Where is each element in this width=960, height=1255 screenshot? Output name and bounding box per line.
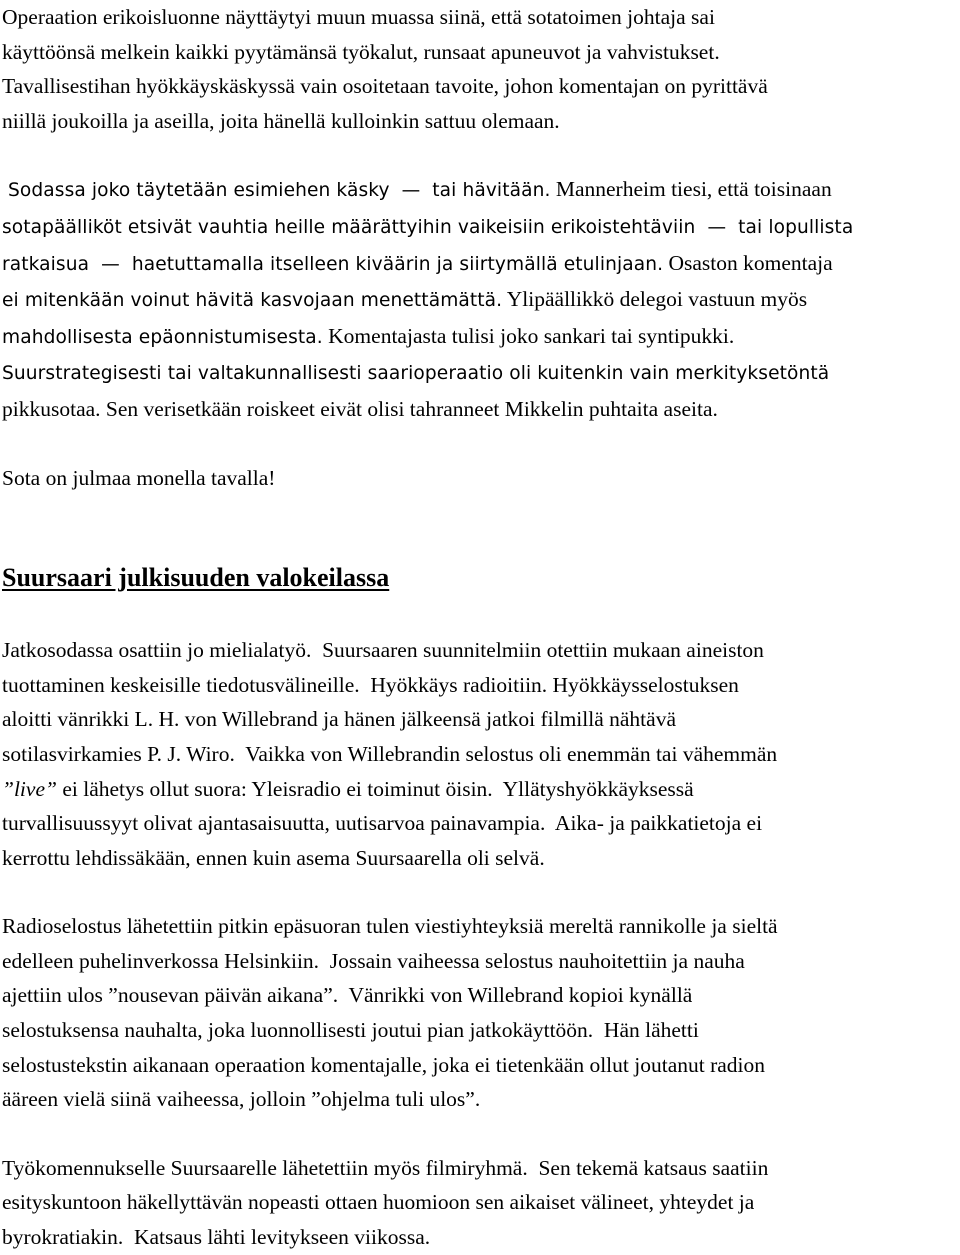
section-paragraph-3 <box>2 1151 958 1255</box>
text-line: pikkusotaa. <box>2 396 101 421</box>
mannerheim-paragraph <box>2 172 958 426</box>
text-line: edelleen puhelinverkossa Helsinkiin. Jossain vaiheessa selostus nauhoitettiin ja nauha <box>2 948 745 973</box>
text-line: Sodassa joko täytetään esimiehen käsky — tai hävitään. <box>2 180 551 202</box>
text-line: byrokratiakin. Katsaus lähti levitykseen viikossa. <box>2 1225 431 1250</box>
text-line: Jatkosodassa osattiin jo mielialatyö. Suursaaren suunnitelmiin otettiin mukaan aineiston <box>2 638 764 663</box>
text-line: ei mitenkään voinut hävitä kasvojaan menettämättä. <box>2 290 503 312</box>
document-page <box>2 0 958 1255</box>
text-line: mahdollisesta epäonnistumisesta. <box>2 326 323 348</box>
text-line: Sen verisetkään roiskeet eivät olisi tahranneet Mikkelin puhtaita aseita. <box>100 396 718 421</box>
text-line: sotapäälliköt etsivät vauhtia heille määrättyihin vaikeisiin erikoistehtäviin — tai lopullista <box>2 216 854 238</box>
paragraph-gap <box>2 1117 958 1151</box>
paragraph-gap <box>2 875 958 909</box>
text-line: Operaation erikoisluonne näyttäytyi muun muassa siinä, että sotatoimen johtaja sai <box>2 5 715 29</box>
section-paragraph-1 <box>2 633 958 875</box>
section-heading: Suursaari julkisuuden valokeilassa <box>2 563 390 593</box>
text-line: selostustekstin aikanaan operaation komentajalle, joka ei tietenkään ollut joutanut radion <box>2 1052 766 1077</box>
text-line: Mannerheim tiesi, että toisinaan <box>550 177 832 202</box>
text-line: ääreen vielä siinä vaiheessa, jolloin ”ohjelma tuli ulos”. <box>2 1087 481 1112</box>
text-line: niillä joukoilla ja aseilla, joita hänellä kulloinkin sattuu olemaan. <box>2 108 560 133</box>
text-line: Komentajasta tulisi joko sankari tai syntipukki. <box>322 323 735 348</box>
text-line: Ylipäällikkö delegoi vastuun myös <box>502 287 808 312</box>
text-line: Työkomennukselle Suursaarelle lähetettiin myös filmiryhmä. Sen tekemä katsaus saatiin <box>2 1155 769 1180</box>
text-line: Osaston komentaja <box>663 250 833 275</box>
text-line: esityskuntoon häkellyttävän nopeasti ottaen huomioon sen aikaiset välineet, yhteydet ja <box>2 1190 755 1215</box>
text-line: Suurstrategisesti tai valtakunnallisesti saarioperaatio oli kuitenkin vain merkityksetöntä <box>2 363 830 385</box>
text-line: kerrottu lehdissäkään, ennen kuin asema Suursaarella oli selvä. <box>2 845 545 870</box>
text-line: Tavallisestihan hyökkäyskäskyssä vain osoitetaan tavoite, johon komentajan on pyrittävä <box>2 74 768 99</box>
live-word: ”live” <box>2 776 57 801</box>
text-line: sotilasvirkamies P. J. Wiro. Vaikka von Willebrandin selostus oli enemmän tai vähemmän <box>2 741 778 766</box>
section-paragraph-2 <box>2 909 958 1117</box>
paragraph-gap <box>2 138 958 172</box>
paragraph-gap <box>2 427 958 461</box>
text-line: käyttöönsä melkein kaikki pyytämänsä työkalut, runsaat apuneuvot ja vahvistukset. <box>2 39 720 64</box>
text-line: ratkaisua — haetuttamalla itselleen kiväärin ja siirtymällä etulinjaan. <box>2 253 664 275</box>
text-line: selostuksensa nauhalta, joka luonnollisesti joutui pian jatkokäyttöön. Hän lähetti <box>2 1018 699 1043</box>
text-line: aloitti vänrikki L. H. von Willebrand ja hänen jälkeensä jatkoi filmillä nähtävä <box>2 707 676 732</box>
text-line: turvallisuussyyt olivat ajantasaisuutta, uutisarvoa painavampia. Aika- ja paikkatietoja ei <box>2 811 763 836</box>
text-line: ei lähetys ollut suora: Yleisradio ei toiminut öisin. Yllätyshyökkäyksessä <box>56 776 694 801</box>
section-gap <box>2 495 958 561</box>
section-gap <box>2 595 958 633</box>
text-line: tuottaminen keskeisille tiedotusvälineille. Hyökkäys radioitiin. Hyökkäysselostuksen <box>2 672 739 697</box>
intro-paragraph <box>2 0 958 138</box>
closing-line: Sota on julmaa monella tavalla! <box>2 465 276 490</box>
text-line: ajettiin ulos ”nousevan päivän aikana”. Vänrikki von Willebrand kopioi kynällä <box>2 983 693 1008</box>
text-line: Radioselostus lähetettiin pitkin epäsuoran tulen viestiyhteyksiä mereltä rannikolle ja sieltä <box>2 914 778 939</box>
